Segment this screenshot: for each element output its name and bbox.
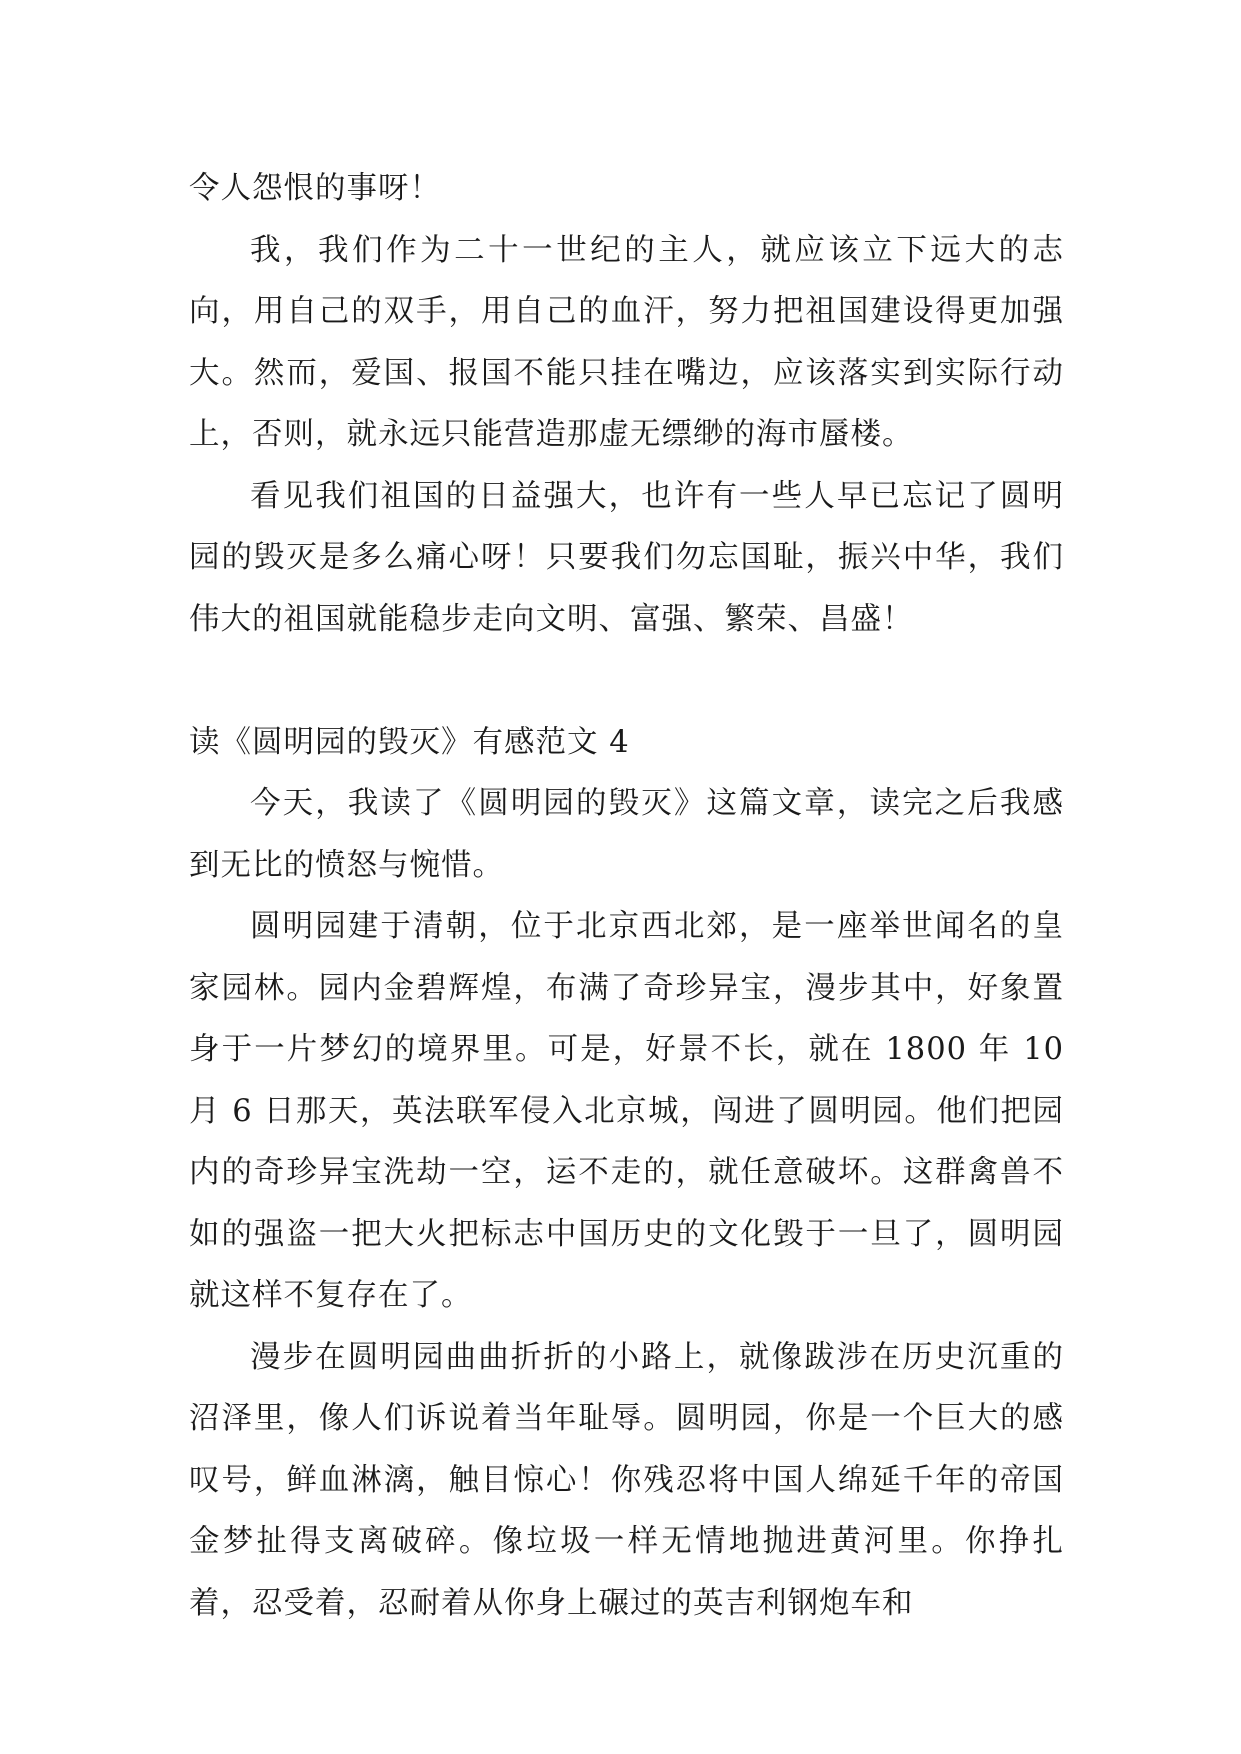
paragraph-3: 看见我们祖国的日益强大，也许有一些人早已忘记了圆明园的毁灭是多么痛心呀！只要我们勿忘国耻，振兴中华，我们伟大的祖国就能稳步走向文明、富强、繁荣、昌盛！ — [189, 478, 1064, 637]
section-paragraph-2: 圆明园建于清朝，位于北京西北郊，是一座举世闻名的皇家园林。园内金碧辉煌，布满了奇珍异宝，漫步其中，好象置身于一片梦幻的境界里。可是，好景不长，就在 1800 年 10 月 6 日那天，英法联军侵入北京城，闯进了圆明园。他们把园内的奇珍异宝洗劫一空，运不走的，就任意破坏。这群禽兽不如的强盗一把大火把标志中国历史的文化毁于一旦了，圆明园就这样不复存在了。 — [189, 909, 1064, 1313]
section-title: 读《圆明园的毁灭》有感范文 4 — [189, 724, 630, 760]
section-paragraph-1: 今天，我读了《圆明园的毁灭》这篇文章，读完之后我感到无比的愤怒与惋惜。 — [189, 786, 1064, 883]
paragraph-1: 令人怨恨的事呀！ — [189, 171, 441, 206]
paragraph-2: 我，我们作为二十一世纪的主人，就应该立下远大的志向，用自己的双手，用自己的血汗，努力把祖国建设得更加强大。然而，爱国、报国不能只挂在嘴边，应该落实到实际行动上，否则，就永远只能营造那虚无缥缈的海市蜃楼。 — [189, 232, 1064, 452]
section-paragraph-3: 漫步在圆明园曲曲折折的小路上，就像跋涉在历史沉重的沼泽里，像人们诉说着当年耻辱。圆明园，你是一个巨大的感叹号，鲜血淋漓，触目惊心！你残忍将中国人绵延千年的帝国金梦扯得支离破碎。像垃圾一样无情地抛进黄河里。你挣扎着，忍受着，忍耐着从你身上碾过的英吉利钢炮车和 — [189, 1339, 1064, 1621]
document-body — [189, 158, 1064, 1634]
